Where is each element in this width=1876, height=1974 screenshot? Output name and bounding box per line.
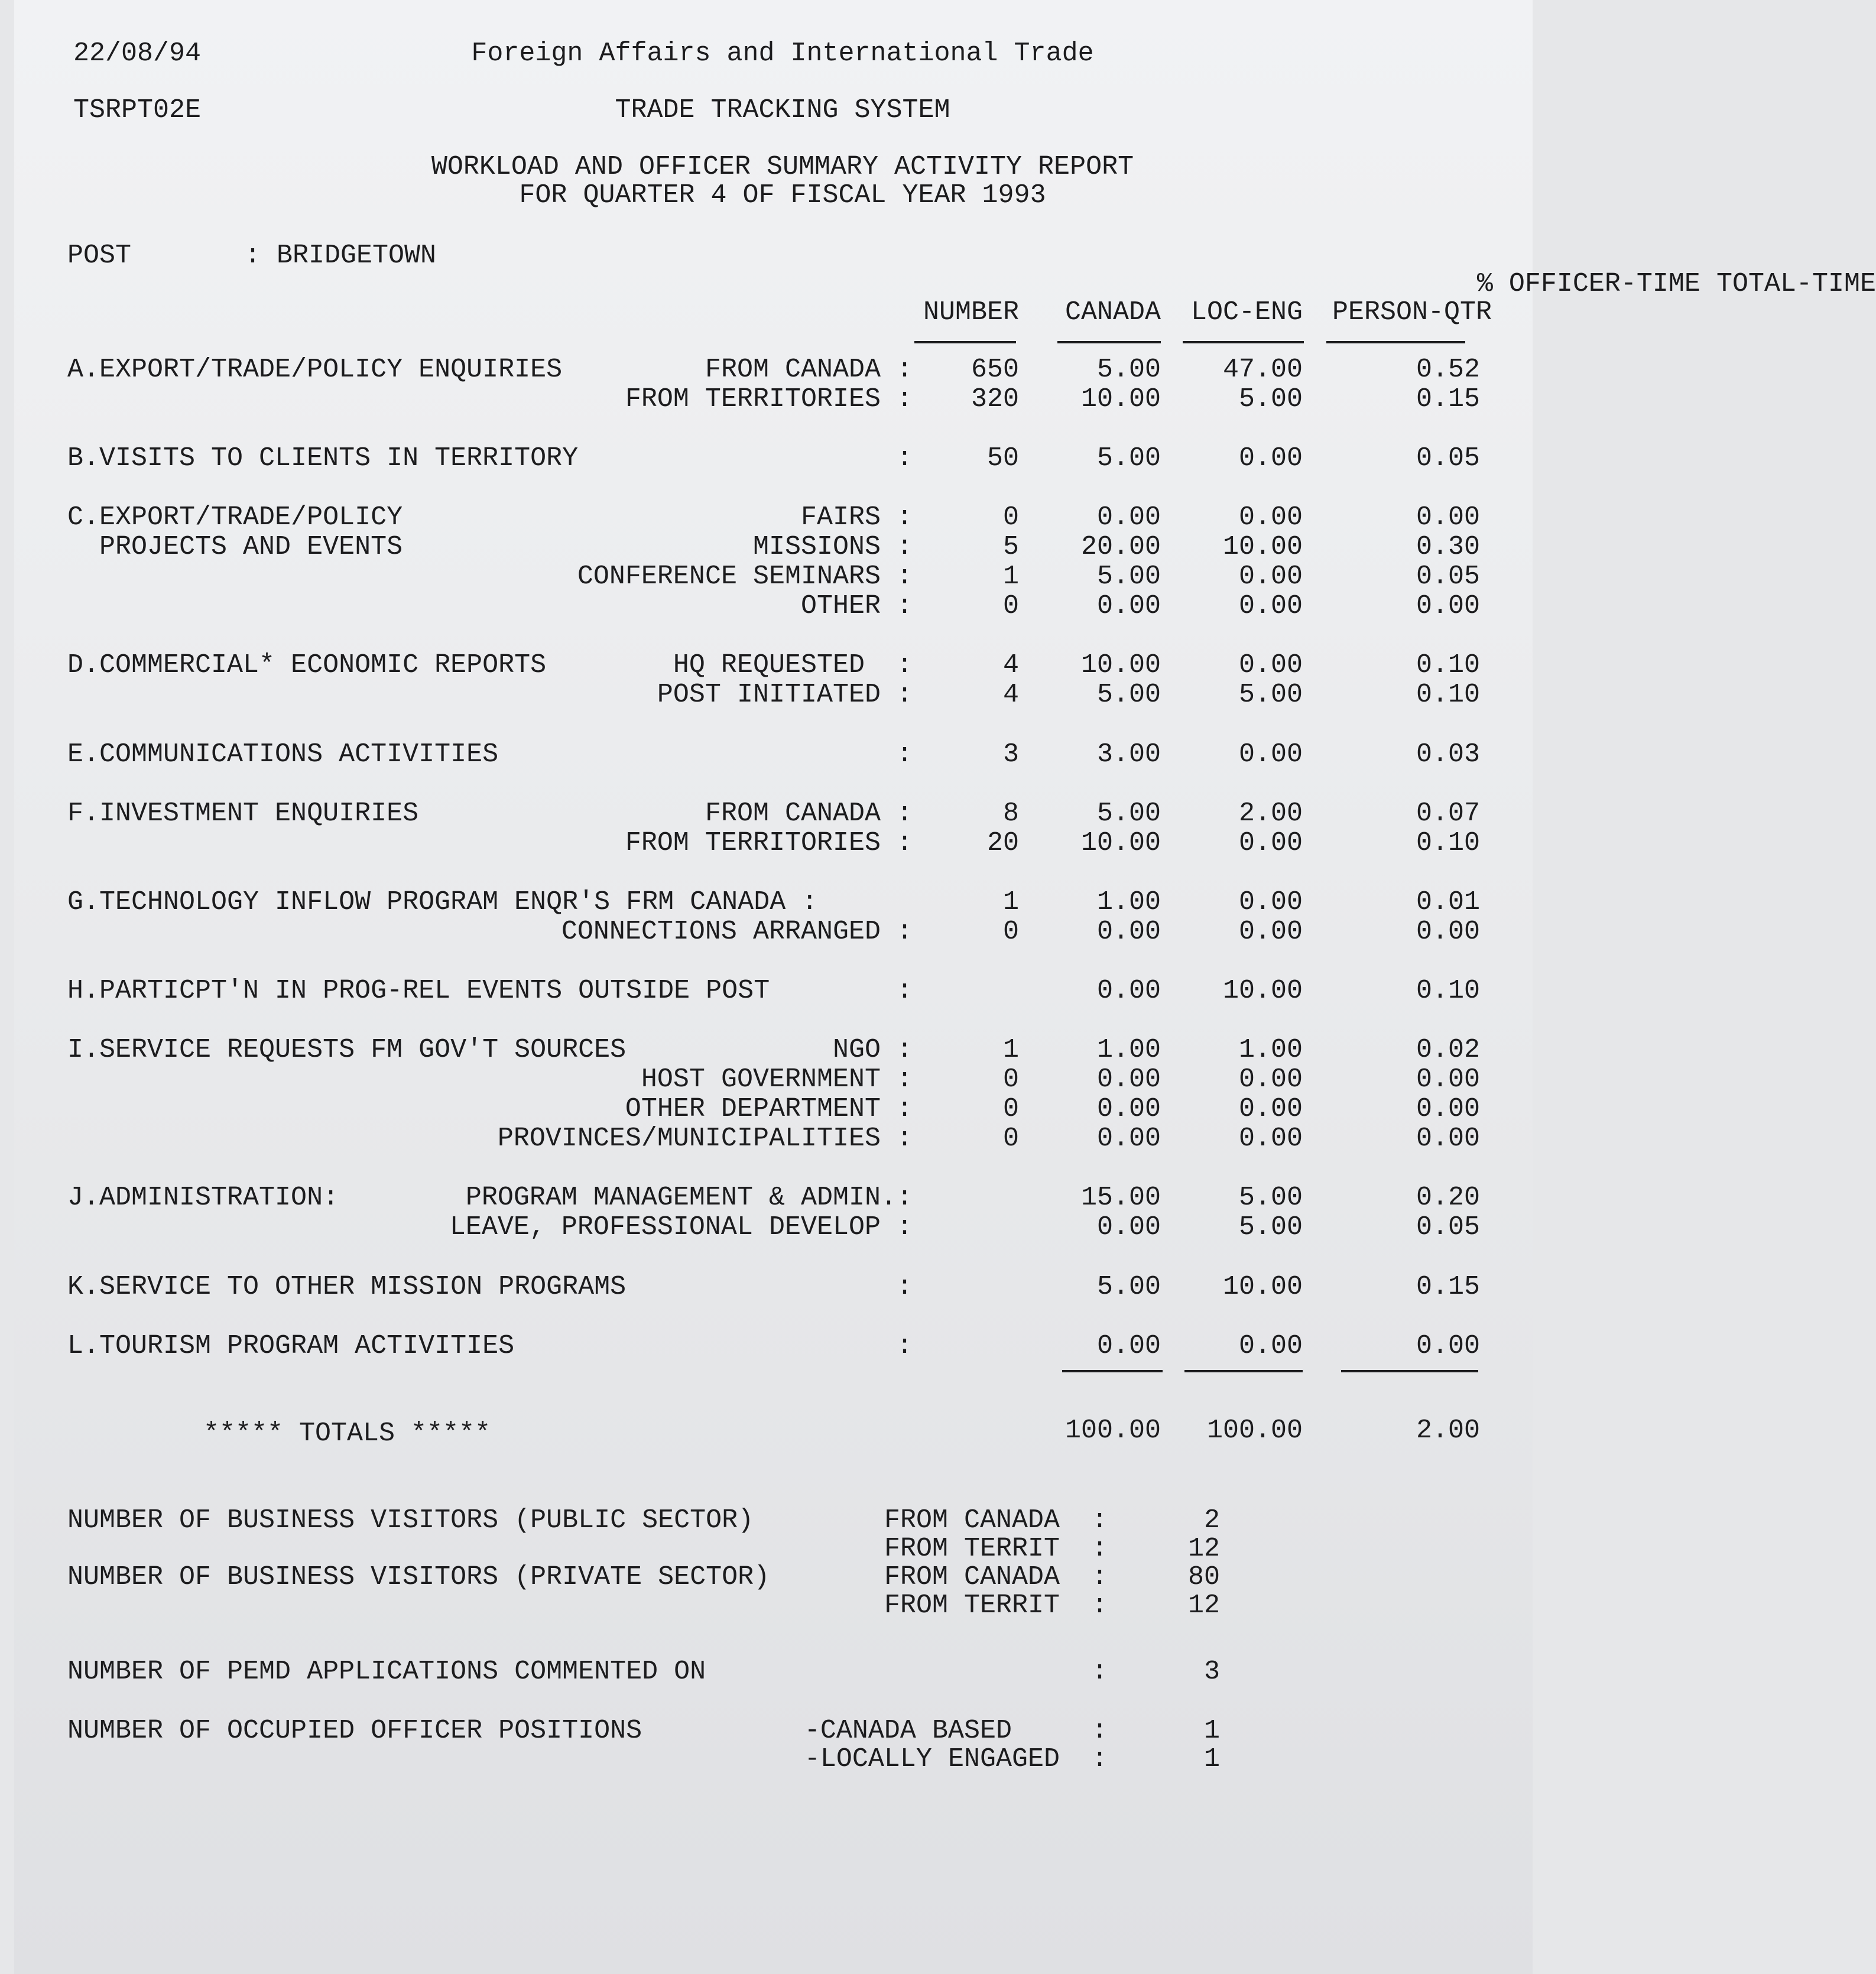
row-canada: 5.00 (1096, 1272, 1161, 1302)
footer-label: NUMBER OF BUSINESS VISITORS (PRIVATE SECTOR) (67, 1562, 770, 1592)
row-sublabel: PROVINCES/MUNICIPALITIES : (497, 1124, 913, 1154)
footer-value: 2 (1203, 1505, 1220, 1535)
row-canada: 0.00 (1096, 917, 1161, 947)
row-person-qtr: 0.03 (1416, 739, 1480, 770)
row-sublabel: CONFERENCE SEMINARS : (577, 561, 913, 592)
row-loc-eng: 5.00 (1238, 1212, 1303, 1242)
row-number: 1 (1002, 561, 1019, 592)
row-sublabel: FROM TERRITORIES : (625, 828, 913, 858)
row-person-qtr: 0.00 (1416, 1124, 1480, 1154)
row-canada: 3.00 (1096, 739, 1161, 770)
row-loc-eng: 0.00 (1238, 887, 1303, 917)
row-label: C.EXPORT/TRADE/POLICY (67, 502, 403, 533)
row-number: 0 (1002, 591, 1019, 621)
row-person-qtr: 0.00 (1416, 1331, 1480, 1361)
footer-sublabel: -LOCALLY ENGAGED : (804, 1744, 1108, 1774)
row-loc-eng: 0.00 (1238, 1094, 1303, 1124)
footer-value: 1 (1203, 1744, 1220, 1774)
col-header-number: NUMBER (923, 297, 1019, 327)
row-sublabel: HQ REQUESTED : (673, 650, 913, 680)
row-loc-eng: 10.00 (1222, 532, 1303, 562)
row-loc-eng: 0.00 (1238, 1064, 1303, 1095)
report-code: TSRPT02E (73, 95, 202, 125)
row-canada: 5.00 (1096, 561, 1161, 592)
row-person-qtr: 0.00 (1416, 502, 1480, 533)
row-person-qtr: 0.00 (1416, 917, 1480, 947)
footer-value: 3 (1203, 1657, 1220, 1687)
row-sublabel: CONNECTIONS ARRANGED : (561, 917, 913, 947)
totals-canada: 100.00 (1064, 1415, 1161, 1446)
row-loc-eng: 5.00 (1238, 384, 1303, 414)
row-person-qtr: 0.00 (1416, 1064, 1480, 1095)
row-loc-eng: 0.00 (1238, 828, 1303, 858)
row-sublabel: : (896, 739, 913, 770)
row-number: 0 (1002, 917, 1019, 947)
row-loc-eng: 5.00 (1238, 1183, 1303, 1213)
row-canada: 5.00 (1096, 680, 1161, 710)
row-canada: 0.00 (1096, 976, 1161, 1006)
row-person-qtr: 0.30 (1416, 532, 1480, 562)
col-rule (1326, 341, 1465, 343)
row-number: 5 (1002, 532, 1019, 562)
row-label: B.VISITS TO CLIENTS IN TERRITORY (67, 443, 579, 473)
totals-rule (1062, 1370, 1163, 1372)
row-number: 0 (1002, 1094, 1019, 1124)
row-number: 50 (986, 443, 1019, 473)
col-header-officer-time: % OFFICER-TIME TOTAL-TIME (1476, 269, 1876, 299)
row-sublabel: FROM CANADA : (705, 355, 913, 385)
row-loc-eng: 10.00 (1222, 976, 1303, 1006)
totals-person-qtr: 2.00 (1416, 1415, 1480, 1446)
footer-value: 12 (1187, 1590, 1220, 1621)
col-rule (1183, 341, 1304, 343)
row-person-qtr: 0.00 (1416, 591, 1480, 621)
row-person-qtr: 0.02 (1416, 1035, 1480, 1065)
totals-label: ***** TOTALS ***** (203, 1418, 491, 1449)
row-person-qtr: 0.15 (1416, 1272, 1480, 1302)
row-sublabel: MISSIONS : (752, 532, 913, 562)
report-subtitle: FOR QUARTER 4 OF FISCAL YEAR 1993 (519, 180, 1046, 210)
row-canada: 0.00 (1096, 1124, 1161, 1154)
row-sublabel: POST INITIATED : (657, 680, 913, 710)
row-number: 1 (1002, 887, 1019, 917)
row-person-qtr: 0.10 (1416, 680, 1480, 710)
row-loc-eng: 0.00 (1238, 502, 1303, 533)
row-number: 3 (1002, 739, 1019, 770)
row-canada: 10.00 (1080, 650, 1161, 680)
row-canada: 1.00 (1096, 887, 1161, 917)
row-person-qtr: 0.05 (1416, 1212, 1480, 1242)
row-canada: 5.00 (1096, 355, 1161, 385)
row-sublabel: OTHER DEPARTMENT : (625, 1094, 913, 1124)
row-label: D.COMMERCIAL* ECONOMIC REPORTS (67, 650, 547, 680)
row-sublabel: : (896, 1272, 913, 1302)
row-person-qtr: 0.10 (1416, 650, 1480, 680)
row-sublabel: : (896, 1331, 913, 1361)
row-canada: 5.00 (1096, 443, 1161, 473)
row-person-qtr: 0.20 (1416, 1183, 1480, 1213)
row-person-qtr: 0.07 (1416, 798, 1480, 829)
row-label: PROJECTS AND EVENTS (67, 532, 403, 562)
row-person-qtr: 0.01 (1416, 887, 1480, 917)
report-date: 22/08/94 (73, 38, 202, 69)
post-value: : BRIDGETOWN (245, 241, 437, 271)
col-header-loc-eng: LOC-ENG (1190, 297, 1303, 327)
col-header-canada: CANADA (1064, 297, 1161, 327)
row-canada: 5.00 (1096, 798, 1161, 829)
row-number: 320 (971, 384, 1019, 414)
row-loc-eng: 5.00 (1238, 680, 1303, 710)
row-canada: 10.00 (1080, 384, 1161, 414)
footer-value: 1 (1203, 1716, 1220, 1746)
row-label: I.SERVICE REQUESTS FM GOV'T SOURCES (67, 1035, 627, 1065)
row-number: 650 (971, 355, 1019, 385)
row-person-qtr: 0.05 (1416, 443, 1480, 473)
row-label: G.TECHNOLOGY INFLOW PROGRAM ENQR'S FRM CANADA : (67, 887, 818, 917)
row-number: 4 (1002, 680, 1019, 710)
row-canada: 20.00 (1080, 532, 1161, 562)
row-person-qtr: 0.10 (1416, 828, 1480, 858)
row-person-qtr: 0.15 (1416, 384, 1480, 414)
row-canada: 0.00 (1096, 1094, 1161, 1124)
row-loc-eng: 0.00 (1238, 561, 1303, 592)
row-label: H.PARTICPT'N IN PROG-REL EVENTS OUTSIDE POST (67, 976, 770, 1006)
row-loc-eng: 0.00 (1238, 591, 1303, 621)
footer-sublabel: : (1091, 1657, 1108, 1687)
row-sublabel: FROM TERRITORIES : (625, 384, 913, 414)
row-label: E.COMMUNICATIONS ACTIVITIES (67, 739, 499, 770)
footer-value: 12 (1187, 1534, 1220, 1564)
row-sublabel: LEAVE, PROFESSIONAL DEVELOP : (449, 1212, 913, 1242)
footer-label: NUMBER OF OCCUPIED OFFICER POSITIONS (67, 1716, 642, 1746)
totals-rule (1184, 1370, 1303, 1372)
col-header-person-qtr: PERSON-QTR (1332, 297, 1492, 327)
totals-rule (1341, 1370, 1478, 1372)
footer-sublabel: FROM CANADA : (884, 1562, 1108, 1592)
row-number: 0 (1002, 1064, 1019, 1095)
row-loc-eng: 0.00 (1238, 739, 1303, 770)
row-canada: 0.00 (1096, 591, 1161, 621)
report-page (14, 0, 1876, 1974)
footer-label: NUMBER OF BUSINESS VISITORS (PUBLIC SECTOR) (67, 1505, 754, 1535)
row-loc-eng: 1.00 (1238, 1035, 1303, 1065)
row-sublabel: OTHER : (800, 591, 913, 621)
system-name: TRADE TRACKING SYSTEM (615, 95, 950, 125)
row-label: K.SERVICE TO OTHER MISSION PROGRAMS (67, 1272, 627, 1302)
row-loc-eng: 0.00 (1238, 443, 1303, 473)
row-number: 0 (1002, 502, 1019, 533)
row-label: A.EXPORT/TRADE/POLICY ENQUIRIES (67, 355, 563, 385)
row-label: F.INVESTMENT ENQUIRIES (67, 798, 419, 829)
department-name: Foreign Affairs and International Trade (471, 38, 1094, 69)
row-label: L.TOURISM PROGRAM ACTIVITIES (67, 1331, 515, 1361)
row-canada: 0.00 (1096, 1331, 1161, 1361)
footer-label: NUMBER OF PEMD APPLICATIONS COMMENTED ON (67, 1657, 706, 1687)
row-sublabel: : (896, 443, 913, 473)
footer-sublabel: -CANADA BASED : (804, 1716, 1108, 1746)
footer-sublabel: FROM TERRIT : (884, 1590, 1108, 1621)
row-canada: 0.00 (1096, 1064, 1161, 1095)
row-canada: 0.00 (1096, 1212, 1161, 1242)
row-sublabel: FAIRS : (800, 502, 913, 533)
row-loc-eng: 10.00 (1222, 1272, 1303, 1302)
row-sublabel: HOST GOVERNMENT : (641, 1064, 913, 1095)
col-rule (914, 341, 1016, 343)
row-canada: 0.00 (1096, 502, 1161, 533)
row-person-qtr: 0.00 (1416, 1094, 1480, 1124)
post-label: POST (67, 241, 132, 271)
row-number: 20 (986, 828, 1019, 858)
row-loc-eng: 0.00 (1238, 917, 1303, 947)
row-canada: 1.00 (1096, 1035, 1161, 1065)
row-loc-eng: 2.00 (1238, 798, 1303, 829)
col-rule (1057, 341, 1161, 343)
footer-value: 80 (1187, 1562, 1220, 1592)
row-canada: 10.00 (1080, 828, 1161, 858)
totals-loc-eng: 100.00 (1206, 1415, 1303, 1446)
row-person-qtr: 0.10 (1416, 976, 1480, 1006)
footer-sublabel: FROM CANADA : (884, 1505, 1108, 1535)
row-number: 1 (1002, 1035, 1019, 1065)
row-number: 4 (1002, 650, 1019, 680)
row-loc-eng: 0.00 (1238, 1331, 1303, 1361)
row-number: 8 (1002, 798, 1019, 829)
row-loc-eng: 0.00 (1238, 650, 1303, 680)
row-sublabel: : (896, 976, 913, 1006)
row-number: 0 (1002, 1124, 1019, 1154)
row-sublabel: PROGRAM MANAGEMENT & ADMIN.: (465, 1183, 913, 1213)
row-loc-eng: 0.00 (1238, 1124, 1303, 1154)
footer-sublabel: FROM TERRIT : (884, 1534, 1108, 1564)
row-person-qtr: 0.52 (1416, 355, 1480, 385)
row-canada: 15.00 (1080, 1183, 1161, 1213)
row-sublabel: NGO : (832, 1035, 913, 1065)
row-person-qtr: 0.05 (1416, 561, 1480, 592)
row-loc-eng: 47.00 (1222, 355, 1303, 385)
row-sublabel: FROM CANADA : (705, 798, 913, 829)
report-title: WORKLOAD AND OFFICER SUMMARY ACTIVITY REPORT (431, 152, 1134, 182)
row-label: J.ADMINISTRATION: (67, 1183, 339, 1213)
